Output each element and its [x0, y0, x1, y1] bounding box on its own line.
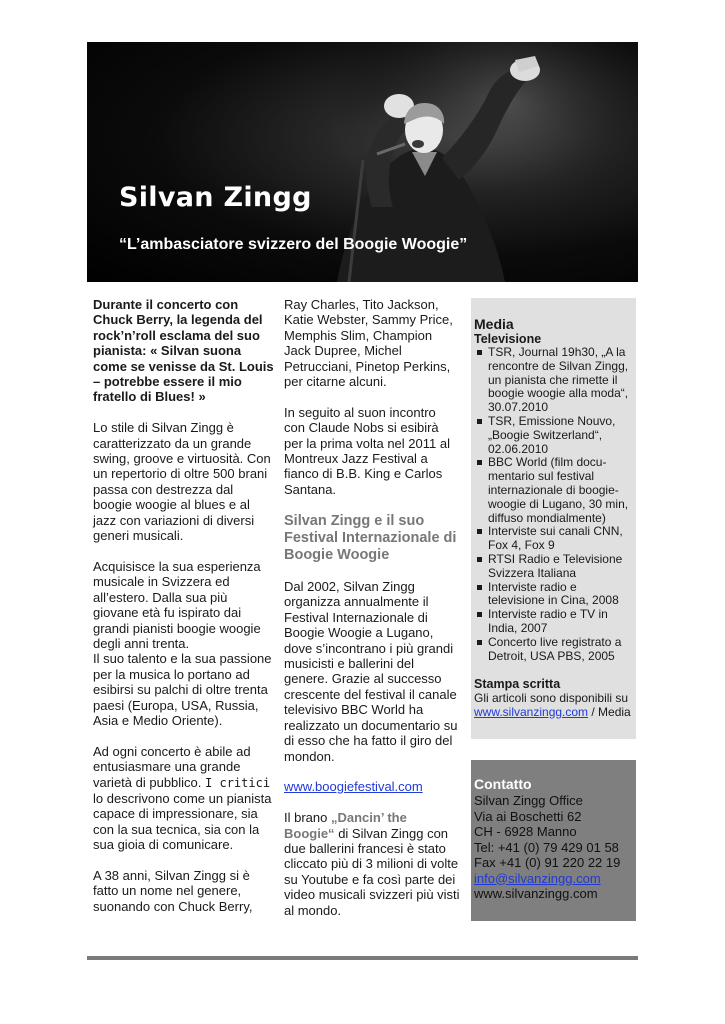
career-paragraph: A 38 anni, Silvan Zingg si è fatto un nome nel genere, suonando con Chuck Berry, [93, 867, 253, 914]
montreux-paragraph: In seguito al suon incontro con Claude Nobs si esibirà per la prima volta nel 2011 al Montreux Jazz Festival a fianco di B.B. King e Carlos Santana. [284, 404, 450, 497]
contact-street: Via ai Boschetti 62 [474, 808, 582, 824]
contact-city: CH - 6928 Manno [474, 824, 577, 839]
festival-link[interactable]: www.boogiefestival.com [284, 779, 423, 795]
list-item: TSR, Emissione Nouvo, „Boogie Switzerland“, 02.06.2010 [474, 415, 636, 456]
audience-text-end: lo descrivono come un pianista capace di impressionare, sia con la sua tecnica, sia con la sua gioia di comunicare. [93, 790, 272, 853]
audience-text: Ad ogni concerto è abile ad entusiasmare una grande varietà di pubblico. [93, 743, 251, 790]
press-heading: Stampa scritta [474, 677, 561, 692]
media-heading: Media [474, 316, 514, 332]
festival-paragraph: Dal 2002, Silvan Zingg organizza annualmente il Festival Internazionale di Boogie Woogie a Lugano, dove s’incontrano i più grandi musicisti e ballerini del genere. Grazie al successo crescente del festival il canale televisivo BBC World ha realizzato un documentario su di esso che ha fatto il giro del mondon. [284, 579, 458, 764]
page-subtitle: “L’ambasciatore svizzero del Boogie Woogie” [119, 236, 468, 253]
press-text: Gli articoli sono disponibili su [474, 691, 629, 706]
column-middle [284, 297, 460, 933]
experience-paragraph [93, 559, 275, 728]
audience-paragraph [93, 744, 275, 853]
page-title: Silvan Zingg [119, 182, 312, 213]
festival-link-paragraph [284, 779, 460, 794]
hero-banner [87, 42, 638, 282]
contact-sidebar [471, 760, 636, 921]
contact-phone: Tel: +41 (0) 79 429 01 58 [474, 839, 619, 855]
list-item: Concerto live registrato a Detroit, USA PBS, 2005 [474, 636, 636, 664]
contact-fax: Fax +41 (0) 91 220 22 19 [474, 855, 621, 870]
list-item: Interviste sui canali CNN, Fox 4, Fox 9 [474, 525, 636, 553]
experience-text: Acquisisce la sua esperienza musicale in Svizzera ed all’estero. Dalla sua più giovane età fu ispirato dai grandi pianisti boogie woogie degli anni trenta. [93, 558, 261, 651]
critics-text: I critici [205, 775, 271, 790]
video-paragraph [284, 810, 460, 918]
tv-heading: Televisione [474, 332, 542, 346]
video-text-end: di Silvan Zingg con due ballerini francesi è stato cliccato più di 3 milioni di volte su Youtube e fa così parte dei video musicali svizzeri più visti al mondo. [284, 825, 460, 918]
press-link-suffix: / Media [588, 705, 631, 720]
list-item: RTSI Radio e Televisione Svizzera Italiana [474, 553, 636, 581]
tv-list [474, 346, 636, 663]
contact-email-link[interactable]: info@silvanzingg.com [474, 870, 601, 886]
media-sidebar [471, 298, 636, 739]
collaborators-paragraph: Ray Charles, Tito Jackson, Katie Webster, Sammy Price, Memphis Slim, Champion Jack Dupree, Michel Petrucciani, Pinetop Perkins, per citarne alcuni. [284, 297, 453, 390]
press-link-line [474, 706, 636, 720]
contact-office: Silvan Zingg Office [474, 793, 583, 808]
column-left [93, 297, 275, 930]
list-item: Interviste radio e TV in India, 2007 [474, 608, 636, 636]
footer-divider [87, 956, 638, 960]
style-paragraph: Lo stile di Silvan Zingg è caratterizzato da un grande swing, groove e virtuosità. Con un repertorio di oltre 500 brani passa con destrezza dal boogie woogie al blues e al jazz con variazioni di diversi generi musicali. [93, 420, 271, 544]
song-title: „Dancin’ the Boogie“ [284, 810, 407, 841]
press-link[interactable]: www.silvanzingg.com [474, 705, 589, 720]
talent-text: Il suo talento e la sua passione per la musica lo portano ad esibirsi su palchi di oltre trenta paesi (Europa, USA, Russia, Asia e Medio Oriente). [93, 651, 272, 728]
list-item: Interviste radio e televisione in Cina, 2008 [474, 581, 636, 609]
list-item: TSR, Journal 19h30, „A la rencontre de Silvan Zingg, un pianista che rimette il boogie woogie alla moda“, 30.07.2010 [474, 346, 636, 415]
list-item: BBC World (film docu-mentario sul festival internazionale di boogie-woogie di Lugano, 30 min, diffuso mondialmente) [474, 456, 636, 525]
contact-email-line [474, 871, 636, 887]
festival-heading: Silvan Zingg e il suo Festival Internazionale di Boogie Woogie [284, 512, 457, 563]
contact-heading: Contatto [474, 776, 532, 792]
contact-website: www.silvanzingg.com [474, 886, 598, 901]
lead-quote: Durante il concerto con Chuck Berry, la legenda del rock’n’roll esclama del suo pianista: « Silvan suona come se venisse da St. Louis – potrebbe essere il mio fratello di Blues! » [93, 297, 274, 405]
video-text: Il brano [284, 810, 328, 826]
